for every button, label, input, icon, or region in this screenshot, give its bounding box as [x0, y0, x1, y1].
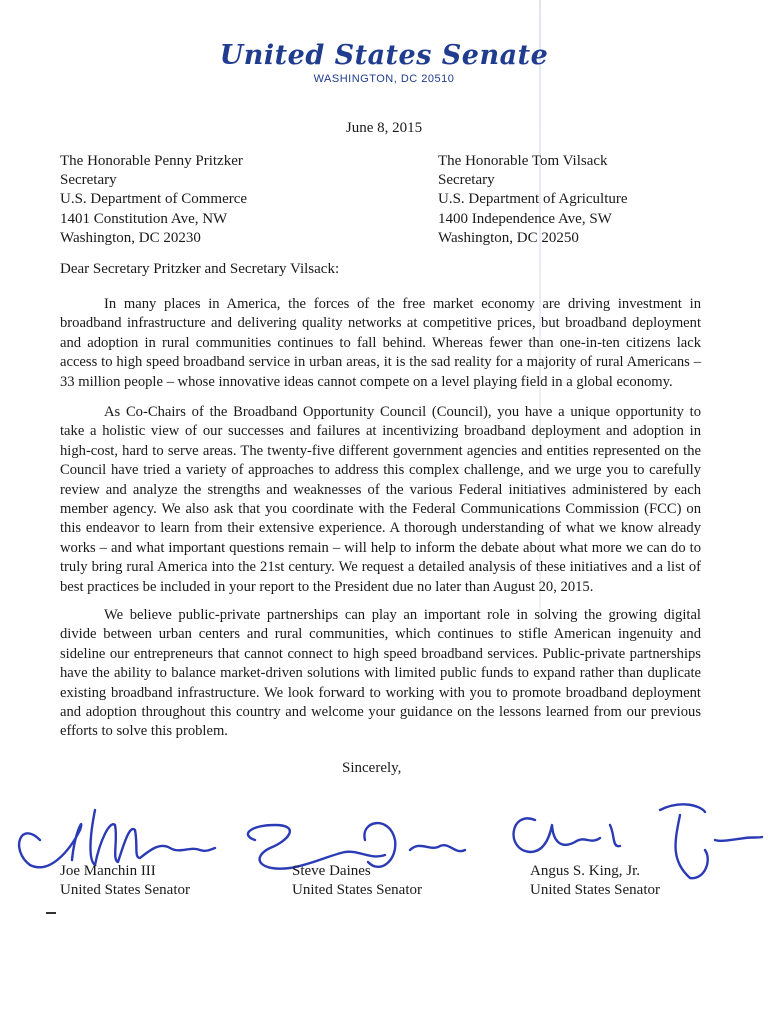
- letterhead-address: WASHINGTON, DC 20510: [313, 73, 455, 85]
- signatory-manchin: [60, 862, 190, 900]
- signatory-name: Steve Daines: [292, 863, 371, 879]
- recipient-address-right: [438, 152, 628, 248]
- address-line: Secretary: [60, 172, 117, 189]
- address-line: The Honorable Tom Vilsack: [438, 153, 608, 169]
- signature-manchin: [19, 810, 215, 867]
- address-line: U.S. Department of Agriculture: [438, 191, 628, 208]
- signatory-title: United States Senator: [292, 882, 422, 898]
- body-paragraph-2: As Co-Chairs of the Broadband Opportunity Council (Council), you have a unique opportunity to take a holistic view of our successes and failures at incentivizing broadband deployment and adoption in high-cost, hard to serve areas. The twenty-five different government agencies and entities represented on the Council have tried a variety of approaches to address this complex challenge, and we urge you to carefully review and analyze the strengths and weaknesses of the various Federal initiatives administered by each member agency. We also ask that you coordinate with the Federal Communications Commission (FCC) on this endeavor to learn from their extensive experience. A thorough understanding of what we know already works – and what important questions remain – will help to inform the debate about what more we can do to truly bring rural America into the 21st century. We request a detailed analysis of these initiatives and a list of best practices be included in your report to the President due no later than August 20, 2015.: [60, 404, 701, 595]
- address-line: Washington, DC 20250: [438, 229, 579, 246]
- address-line: The Honorable Penny Pritzker: [60, 153, 243, 169]
- letterhead: [0, 40, 768, 85]
- signatory-title: United States Senator: [530, 882, 660, 898]
- signatory-king: [530, 862, 660, 900]
- signatory-daines: [292, 862, 422, 900]
- salutation: Dear Secretary Pritzker and Secretary Vilsack:: [60, 261, 340, 277]
- recipient-address-left: [60, 152, 247, 248]
- address-line: U.S. Department of Commerce: [60, 191, 248, 208]
- signatory-name: Joe Manchin III: [60, 863, 156, 879]
- address-line: Secretary: [438, 172, 495, 189]
- stray-mark: [46, 912, 56, 914]
- address-line: Washington, DC 20230: [60, 229, 201, 246]
- closing: Sincerely,: [342, 760, 402, 776]
- letter-date: June 8, 2015: [345, 120, 423, 136]
- body-paragraph-1: In many places in America, the forces of the free market economy are driving investment in broadband infrastructure and delivering quality networks at competitive prices, but broadband deployment and adoption in rural communities continues to fall behind. Whereas fewer than one-in-ten citizens lack access to high speed broadband service in urban areas, it is the sad reality for a majority of rural Americans – 33 million people – whose innovative ideas cannot compete on a level playing field in a global economy.: [60, 296, 701, 390]
- signatory-name: Angus S. King, Jr.: [530, 863, 641, 879]
- signatory-title: United States Senator: [60, 882, 190, 898]
- body-paragraph-3: We believe public-private partnerships can play an important role in solving the growing digital divide between urban centers and rural communities, which continues to stifle American ingenuity and sideline our entrepreneurs that cannot connect to high speed broadband services. Public-private partnerships have the ability to balance market-driven solutions with limited public funds to expand rather than duplicate existing broadband infrastructure. We look forward to working with you to promote broadband deployment and adoption throughout this country and welcome your guidance on the lessons learned from our previous efforts to solve this problem.: [60, 607, 701, 740]
- letterhead-title: United States Senate: [219, 40, 549, 71]
- address-line: 1400 Independence Ave, SW: [438, 210, 612, 227]
- address-line: 1401 Constitution Ave, NW: [60, 210, 228, 227]
